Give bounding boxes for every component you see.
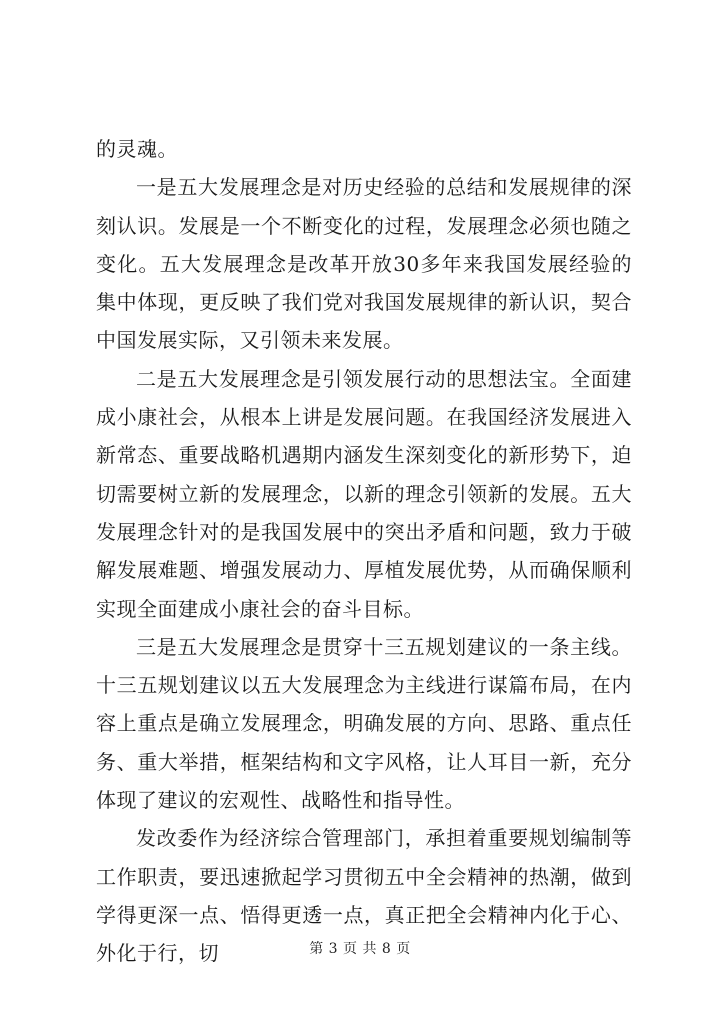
paragraph-2: 一是五大发展理念是对历史经验的总结和发展规律的深刻认识。发展是一个不断变化的过程，发展理念必须也随之变化。五大发展理念是改革开放30多年来我国发展经验的集中体现，更反映了我们党对我国发展规律的新认识，契合中国发展实际，又引领未来发展。 — [96, 175, 632, 353]
paragraph-4: 三是五大发展理念是贯穿十三五规划建议的一条主线。十三五规划建议以五大发展理念为主线进行谋篇布局，在内容上重点是确立发展理念，明确发展的方向、思路、重点任务、重大举措，框架结构和文字风格，让人耳目一新，充分体现了建议的宏观性、战略性和指导性。 — [96, 634, 632, 813]
document-body — [96, 130, 632, 973]
page-number-footer: 第 3 页 共 8 页 — [309, 941, 411, 957]
paragraph-3: 二是五大发展理念是引领发展行动的思想法宝。全面建成小康社会，从根本上讲是发展问题。在我国经济发展进入新常态、重要战略机遇期内涵发生深刻变化的新形势下，迫切需要树立新的发展理念，以新的理念引领新的发展。五大发展理念针对的是我国发展中的突出矛盾和问题，致力于破解发展难题、增强发展动力、厚植发展优势，从而确保顺利实现全面建成小康社会的奋斗目标。 — [96, 366, 632, 621]
paragraph-5: 发改委作为经济综合管理部门，承担着重要规划编制等工作职责，要迅速掀起学习贯彻五中全会精神的热潮，做到学得更深一点、悟得更透一点，真正把全会精神内化于心、外化于行，切 — [96, 826, 632, 966]
paragraph-1: 的灵魂。 — [96, 137, 178, 161]
